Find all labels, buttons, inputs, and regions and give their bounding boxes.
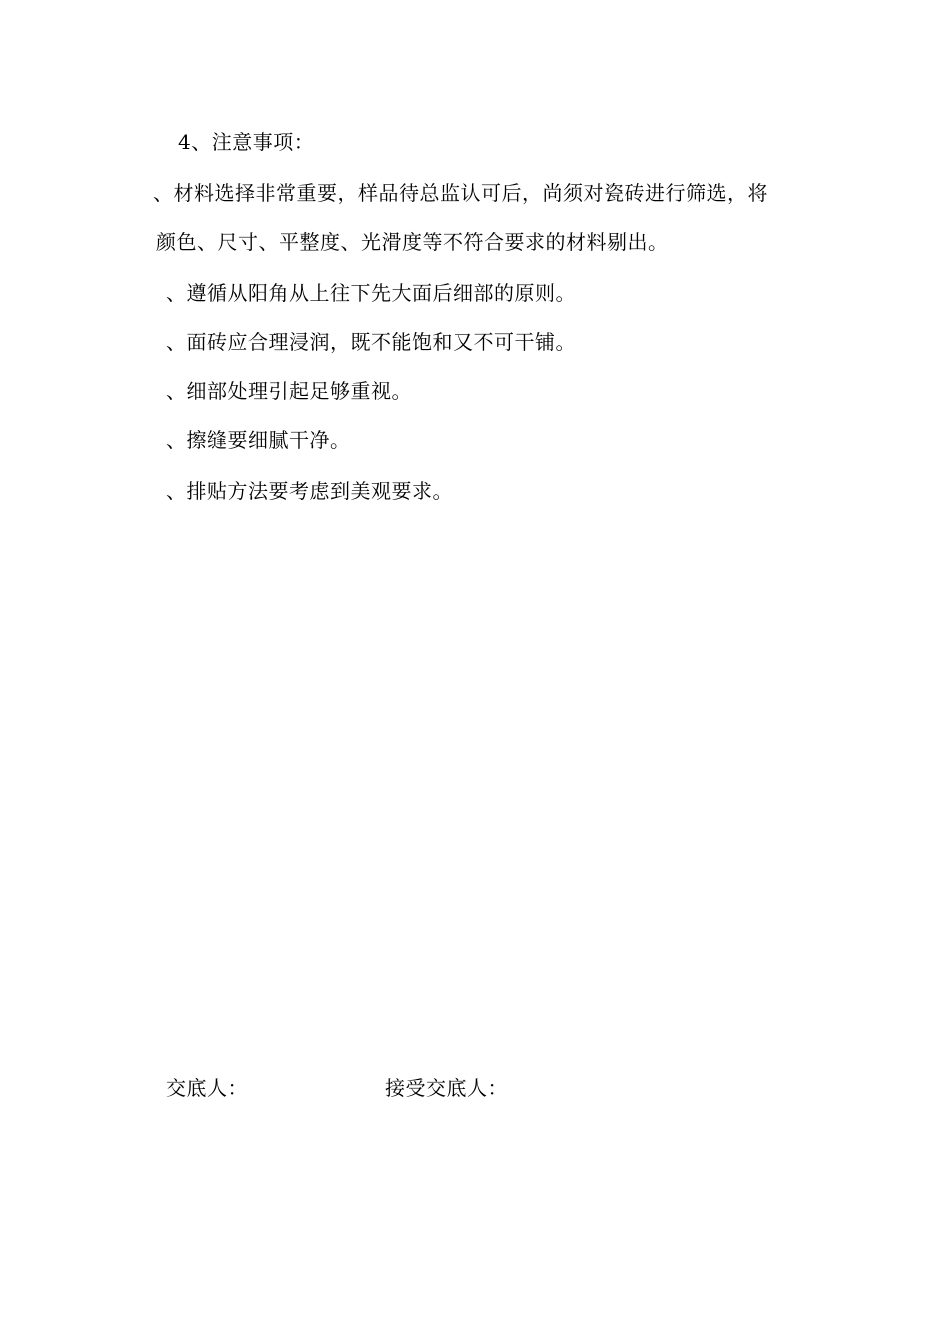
note-item-2: 、遵循从阳角从上往下先大面后细部的原则。 xyxy=(166,281,576,305)
note-item-1-line-1: 、材料选择非常重要，样品待总监认可后，尚须对瓷砖进行筛选，将 xyxy=(153,181,768,205)
note-item-1-line-2: 颜色、尺寸、平整度、光滑度等不符合要求的材料剔出。 xyxy=(156,230,669,254)
note-item-4: 、细部处理引起足够重视。 xyxy=(166,379,412,403)
note-item-6: 、排贴方法要考虑到美观要求。 xyxy=(166,479,453,503)
note-item-3: 、面砖应合理浸润，既不能饱和又不可干铺。 xyxy=(166,330,576,354)
section-heading: 4、注意事项： xyxy=(178,130,315,154)
receiver-signature-label: 接受交底人： xyxy=(385,1076,508,1100)
presenter-signature-label: 交底人： xyxy=(166,1076,248,1100)
note-item-5: 、擦缝要细腻干净。 xyxy=(166,428,351,452)
